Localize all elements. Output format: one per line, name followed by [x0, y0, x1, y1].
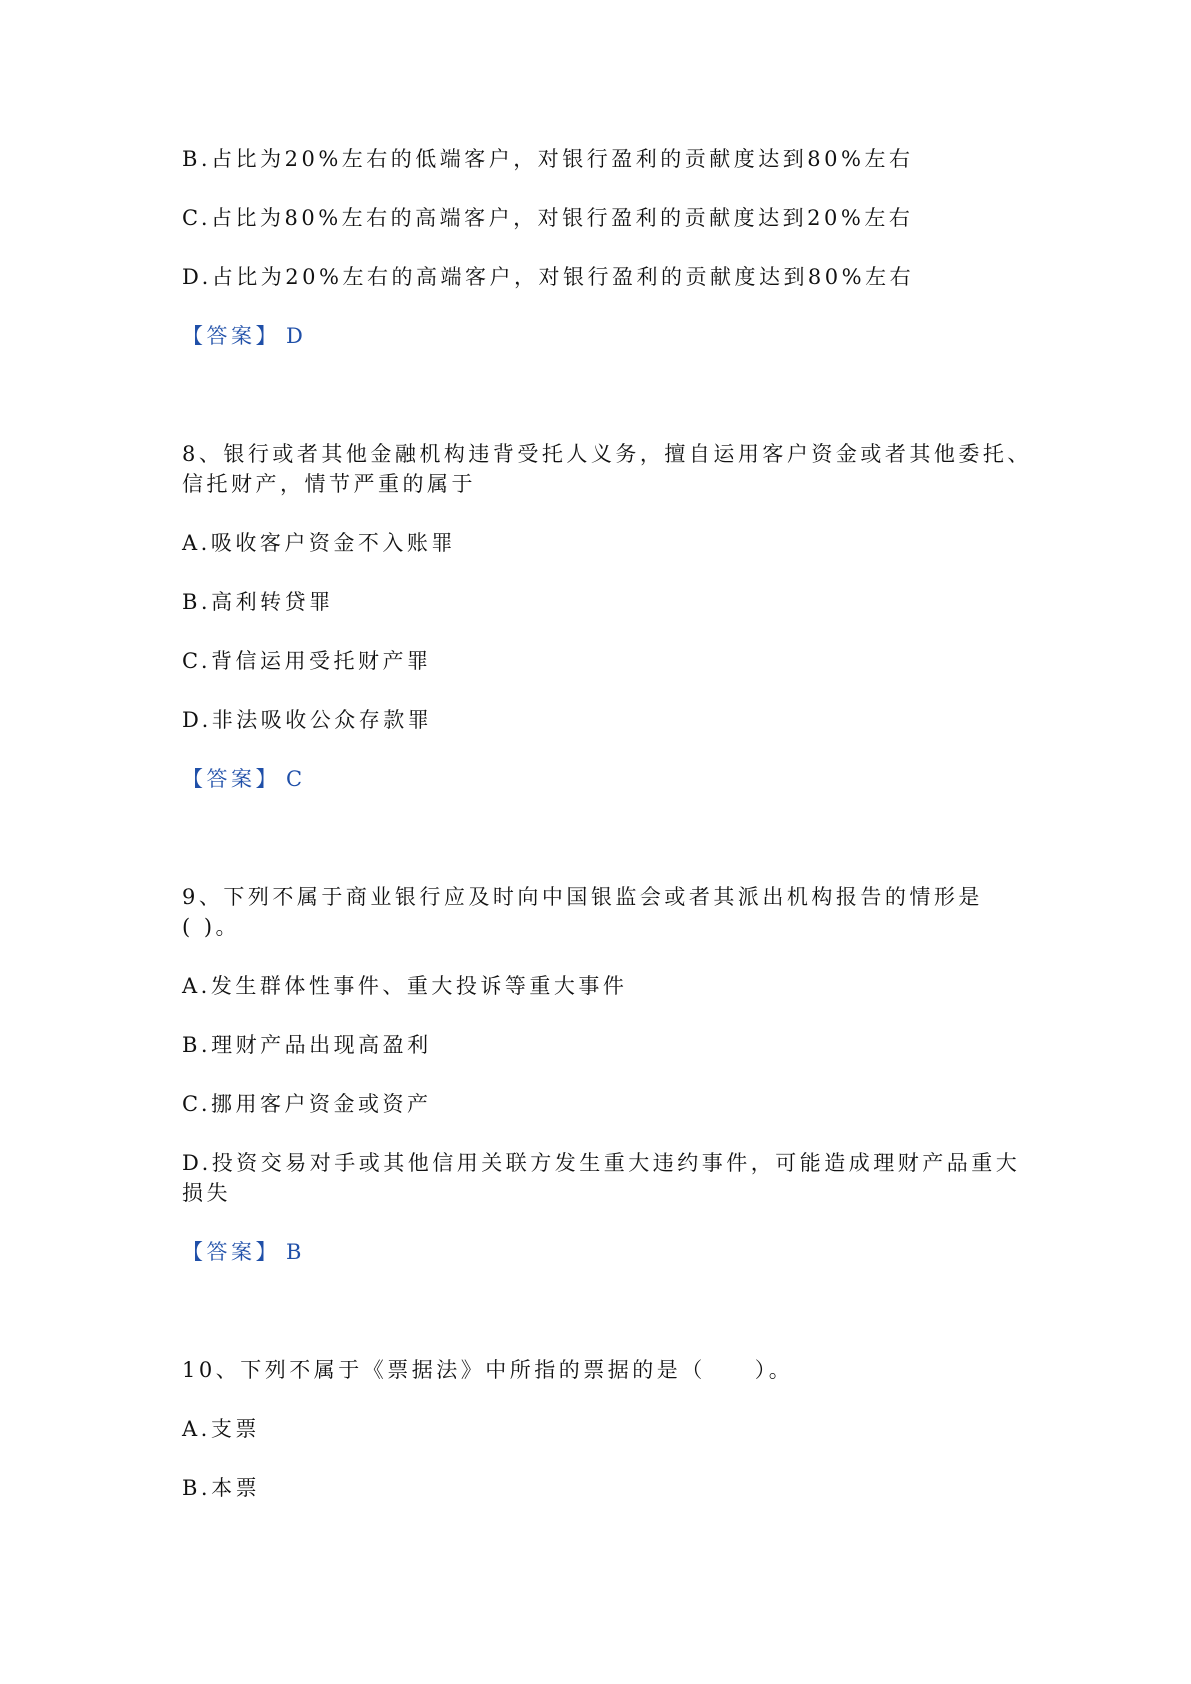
q9-option-c: C.挪用客户资金或资产: [182, 1092, 432, 1116]
q10-option-b: B.本票: [182, 1476, 261, 1500]
q9-option-d-line2: 损失: [182, 1181, 231, 1205]
q8-option-a: A.吸收客户资金不入账罪: [182, 531, 456, 555]
q8-answer-value: C: [286, 767, 306, 791]
q9-answer-label: 【答案】: [182, 1240, 280, 1264]
q7-answer: [182, 321, 306, 351]
q10-option-a: A.支票: [182, 1417, 260, 1441]
q9-stem-line1: 9、下列不属于商业银行应及时向中国银监会或者其派出机构报告的情形是: [182, 885, 983, 909]
q9-option-d-line1: D.投资交易对手或其他信用关联方发生重大违约事件，可能造成理财产品重大: [182, 1151, 1021, 1175]
q8-stem-line2: 信托财产，情节严重的属于: [182, 472, 476, 496]
q9-answer-value: B: [286, 1240, 305, 1264]
q9-stem-line2: ( )。: [182, 915, 241, 939]
q7-answer-label: 【答案】: [182, 324, 280, 348]
q8-answer-label: 【答案】: [182, 767, 280, 791]
q7-answer-value: D: [286, 324, 307, 348]
q8-stem-line1: 8、银行或者其他金融机构违背受托人义务，擅自运用客户资金或者其他委托、: [182, 442, 1032, 466]
q10-stem: 10、下列不属于《票据法》中所指的票据的是（ ）。: [182, 1358, 794, 1382]
q7-option-d: D.占比为20%左右的高端客户，对银行盈利的贡献度达到80%左右: [182, 265, 915, 289]
q8-option-c: C.背信运用受托财产罪: [182, 649, 432, 673]
q9-option-b: B.理财产品出现高盈利: [182, 1033, 432, 1057]
q9-option-a: A.发生群体性事件、重大投诉等重大事件: [182, 974, 628, 998]
q7-option-c: C.占比为80%左右的高端客户，对银行盈利的贡献度达到20%左右: [182, 206, 914, 230]
q8-option-b: B.高利转贷罪: [182, 590, 334, 614]
q9-answer: [182, 1237, 305, 1267]
q8-answer: [182, 764, 306, 794]
q8-option-d: D.非法吸收公众存款罪: [182, 708, 433, 732]
q7-option-b: B.占比为20%左右的低端客户，对银行盈利的贡献度达到80%左右: [182, 147, 914, 171]
